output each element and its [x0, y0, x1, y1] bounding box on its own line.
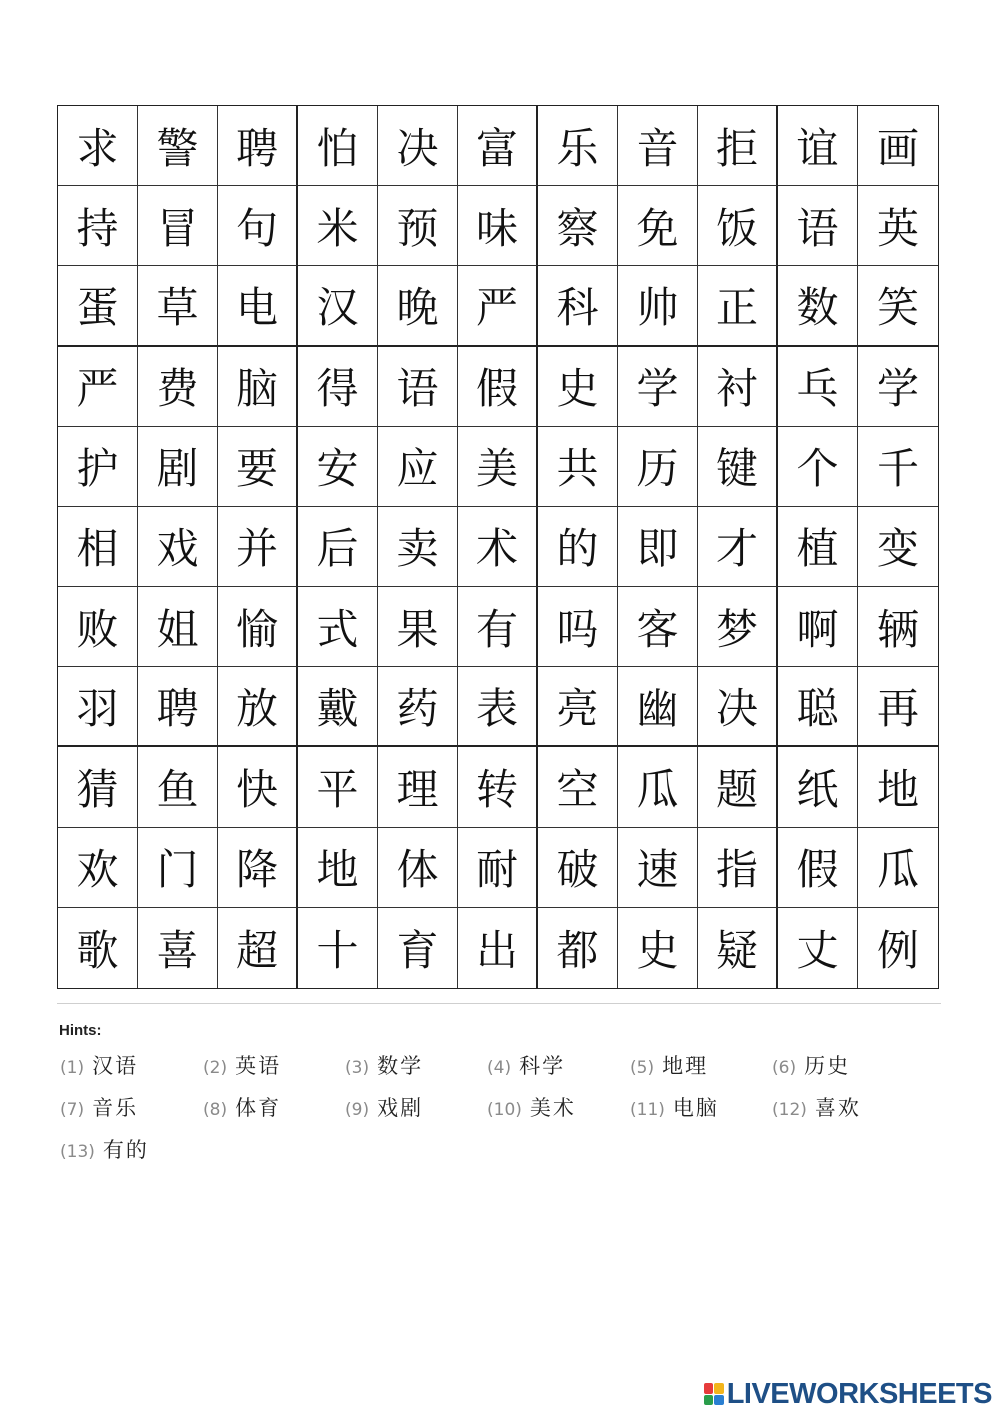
grid-cell[interactable]: 安 [298, 427, 378, 507]
grid-cell[interactable]: 衬 [698, 347, 778, 427]
grid-cell[interactable]: 乐 [538, 106, 618, 186]
grid-cell[interactable]: 求 [58, 106, 138, 186]
hint-number: (12) [772, 1100, 807, 1120]
grid-cell[interactable]: 音 [618, 106, 698, 186]
grid-cell[interactable]: 假 [778, 828, 858, 908]
hint-word: 汉语 [92, 1054, 139, 1078]
grid-cell[interactable]: 决 [378, 106, 458, 186]
hint-number: (13) [60, 1142, 95, 1162]
grid-cell[interactable]: 都 [538, 908, 618, 988]
grid-cell[interactable]: 蛋 [58, 266, 138, 346]
hint-word: 戏剧 [377, 1096, 424, 1120]
hint-word: 数学 [377, 1054, 424, 1078]
grid-cell[interactable]: 歌 [58, 908, 138, 988]
grid-cell[interactable]: 历 [618, 427, 698, 507]
grid-cell[interactable]: 剧 [138, 427, 218, 507]
grid-cell[interactable]: 纸 [778, 747, 858, 827]
grid-cell[interactable]: 式 [298, 587, 378, 667]
grid-cell[interactable]: 句 [218, 186, 298, 266]
grid-cell[interactable]: 题 [698, 747, 778, 827]
hint-item [772, 1092, 861, 1122]
grid-cell[interactable]: 姐 [138, 587, 218, 667]
hint-word: 美术 [529, 1096, 576, 1120]
grid-cell[interactable]: 鱼 [138, 747, 218, 827]
grid-cell[interactable]: 警 [138, 106, 218, 186]
grid-cell[interactable]: 怕 [298, 106, 378, 186]
grid-cell[interactable]: 帅 [618, 266, 698, 346]
grid-cell[interactable]: 察 [538, 186, 618, 266]
grid-cell[interactable]: 个 [778, 427, 858, 507]
hint-item [772, 1050, 850, 1080]
hint-number: (3) [345, 1058, 370, 1078]
grid-cell[interactable]: 学 [858, 347, 938, 427]
grid-cell[interactable]: 味 [458, 186, 538, 266]
grid-cell[interactable]: 脑 [218, 347, 298, 427]
grid-cell[interactable]: 转 [458, 747, 538, 827]
brand-text: LIVEWORKSHEETS [726, 1377, 992, 1410]
grid-cell[interactable]: 语 [778, 186, 858, 266]
brand-logo-icon [704, 1383, 724, 1405]
grid-cell[interactable]: 出 [458, 908, 538, 988]
grid-cell[interactable]: 共 [538, 427, 618, 507]
grid-cell[interactable]: 谊 [778, 106, 858, 186]
grid-cell[interactable]: 育 [378, 908, 458, 988]
grid-cell[interactable]: 破 [538, 828, 618, 908]
grid-cell[interactable]: 正 [698, 266, 778, 346]
grid-cell[interactable]: 语 [378, 347, 458, 427]
grid-cell[interactable]: 史 [618, 908, 698, 988]
grid-cell[interactable]: 千 [858, 427, 938, 507]
hint-item [487, 1050, 565, 1080]
grid-cell[interactable]: 猜 [58, 747, 138, 827]
grid-cell[interactable]: 体 [378, 828, 458, 908]
hint-word: 历史 [804, 1054, 851, 1078]
grid-cell[interactable]: 客 [618, 587, 698, 667]
grid-cell[interactable]: 空 [538, 747, 618, 827]
grid-cell[interactable]: 丈 [778, 908, 858, 988]
liveworksheets-logo [704, 1378, 992, 1410]
divider [57, 1003, 941, 1004]
grid-cell[interactable]: 辆 [858, 587, 938, 667]
grid-cell[interactable]: 幽 [618, 667, 698, 747]
hint-item [60, 1050, 138, 1080]
grid-cell[interactable]: 冒 [138, 186, 218, 266]
grid-cell[interactable]: 超 [218, 908, 298, 988]
grid-cell[interactable]: 愉 [218, 587, 298, 667]
grid-cell[interactable]: 英 [858, 186, 938, 266]
grid-cell[interactable]: 严 [58, 347, 138, 427]
grid-cell[interactable]: 得 [298, 347, 378, 427]
hint-number: (4) [487, 1058, 512, 1078]
grid-cell[interactable]: 美 [458, 427, 538, 507]
grid-cell[interactable]: 画 [858, 106, 938, 186]
grid-cell[interactable]: 瓜 [618, 747, 698, 827]
grid-cell[interactable]: 即 [618, 507, 698, 587]
hint-item [487, 1092, 576, 1122]
grid-cell[interactable]: 果 [378, 587, 458, 667]
hint-item [60, 1092, 138, 1122]
grid-cell[interactable]: 晚 [378, 266, 458, 346]
grid-cell[interactable]: 喜 [138, 908, 218, 988]
grid-cell[interactable]: 放 [218, 667, 298, 747]
grid-cell[interactable]: 耐 [458, 828, 538, 908]
grid-cell[interactable]: 疑 [698, 908, 778, 988]
grid-cell[interactable]: 聘 [218, 106, 298, 186]
hint-number: (9) [345, 1100, 370, 1120]
grid-cell[interactable]: 应 [378, 427, 458, 507]
hint-number: (2) [203, 1058, 228, 1078]
grid-cell[interactable]: 饭 [698, 186, 778, 266]
grid-cell[interactable]: 预 [378, 186, 458, 266]
grid-cell[interactable]: 亮 [538, 667, 618, 747]
hint-word: 英语 [235, 1054, 282, 1078]
word-search-grid [57, 105, 939, 989]
grid-cell[interactable]: 拒 [698, 106, 778, 186]
grid-cell[interactable]: 数 [778, 266, 858, 346]
grid-cell[interactable]: 乓 [778, 347, 858, 427]
grid-cell[interactable]: 门 [138, 828, 218, 908]
hint-number: (1) [60, 1058, 85, 1078]
grid-cell[interactable]: 后 [298, 507, 378, 587]
hint-number: (11) [630, 1100, 665, 1120]
hint-item [630, 1050, 708, 1080]
grid-cell[interactable]: 的 [538, 507, 618, 587]
grid-cell[interactable]: 才 [698, 507, 778, 587]
grid-cell[interactable]: 术 [458, 507, 538, 587]
hint-item [203, 1050, 281, 1080]
grid-cell[interactable]: 相 [58, 507, 138, 587]
grid-cell[interactable]: 理 [378, 747, 458, 827]
grid-cell[interactable]: 羽 [58, 667, 138, 747]
hint-number: (10) [487, 1100, 522, 1120]
grid-cell[interactable]: 持 [58, 186, 138, 266]
grid-cell[interactable]: 学 [618, 347, 698, 427]
grid-cell[interactable]: 药 [378, 667, 458, 747]
hint-item [345, 1092, 423, 1122]
hint-word: 电脑 [672, 1096, 719, 1120]
grid-cell[interactable]: 啊 [778, 587, 858, 667]
hint-word: 地理 [662, 1054, 709, 1078]
grid-cell[interactable]: 指 [698, 828, 778, 908]
grid-cell[interactable]: 平 [298, 747, 378, 827]
hints-title: Hints: [59, 1022, 102, 1039]
grid-cell[interactable]: 富 [458, 106, 538, 186]
grid-cell[interactable]: 败 [58, 587, 138, 667]
grid-cell[interactable]: 键 [698, 427, 778, 507]
hint-number: (5) [630, 1058, 655, 1078]
grid-cell[interactable]: 植 [778, 507, 858, 587]
grid-cell[interactable]: 降 [218, 828, 298, 908]
grid-cell[interactable]: 再 [858, 667, 938, 747]
grid-cell[interactable]: 快 [218, 747, 298, 827]
grid-cell[interactable]: 米 [298, 186, 378, 266]
hint-item [630, 1092, 719, 1122]
hint-word: 科学 [519, 1054, 566, 1078]
grid-cell[interactable]: 例 [876, 925, 919, 975]
grid-cell[interactable]: 假 [458, 347, 538, 427]
grid-cell[interactable]: 聘 [138, 667, 218, 747]
hint-word: 有的 [102, 1138, 149, 1162]
grid-cell[interactable]: 科 [538, 266, 618, 346]
grid-cell[interactable]: 梦 [698, 587, 778, 667]
grid-cell[interactable]: 草 [138, 266, 218, 346]
hint-word: 喜欢 [814, 1096, 861, 1120]
hint-number: (8) [203, 1100, 228, 1120]
hint-number: (7) [60, 1100, 85, 1120]
hint-item [203, 1092, 281, 1122]
grid-cell[interactable]: 戏 [138, 507, 218, 587]
hint-word: 音乐 [92, 1096, 139, 1120]
grid-cell[interactable]: 瓜 [858, 828, 938, 908]
grid-cell[interactable]: 聪 [778, 667, 858, 747]
hint-word: 体育 [235, 1096, 282, 1120]
grid-cell[interactable]: 史 [538, 347, 618, 427]
grid-cell[interactable]: 地 [858, 747, 938, 827]
grid-cell[interactable]: 免 [618, 186, 698, 266]
grid-cell[interactable]: 要 [218, 427, 298, 507]
grid-cell[interactable]: 护 [58, 427, 138, 507]
grid-cell[interactable]: 戴 [298, 667, 378, 747]
grid-cell[interactable]: 吗 [538, 587, 618, 667]
grid-cell[interactable]: 欢 [58, 828, 138, 908]
grid-cell[interactable]: 十 [298, 908, 378, 988]
grid-cell[interactable]: 电 [218, 266, 298, 346]
grid-cell[interactable]: 费 [138, 347, 218, 427]
grid-cell[interactable]: 表 [458, 667, 538, 747]
grid-cell[interactable]: 速 [618, 828, 698, 908]
grid-cell[interactable]: 笑 [858, 266, 938, 346]
hint-item [345, 1050, 423, 1080]
grid-cell[interactable]: 有 [458, 587, 538, 667]
grid-cell[interactable]: 决 [698, 667, 778, 747]
hint-number: (6) [772, 1058, 797, 1078]
hint-item [60, 1134, 149, 1164]
grid-cell[interactable]: 并 [218, 507, 298, 587]
grid-cell[interactable]: 地 [298, 828, 378, 908]
grid-cell[interactable]: 严 [458, 266, 538, 346]
grid-cell[interactable]: 变 [858, 507, 938, 587]
grid-cell[interactable]: 卖 [378, 507, 458, 587]
grid-cell[interactable]: 汉 [298, 266, 378, 346]
